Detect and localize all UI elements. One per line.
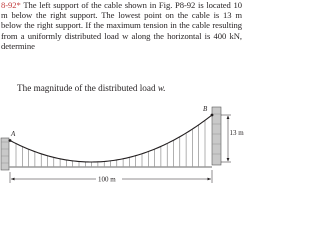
- cable-diagram: [0, 104, 244, 211]
- right-support: [212, 107, 221, 165]
- question-variable: w.: [157, 83, 166, 93]
- question-line: [17, 83, 166, 94]
- dim-horizontal-arrow-right: [208, 178, 212, 181]
- dim-vertical-label: 13 m: [229, 129, 244, 137]
- support-point-a: [9, 139, 12, 142]
- problem-number: 8-92*: [1, 0, 21, 10]
- problem-statement: [1, 0, 242, 51]
- cable-figure: [0, 104, 244, 211]
- dim-horizontal-label: 100 m: [98, 175, 116, 184]
- dim-vertical-arrow-top: [227, 116, 230, 120]
- dim-vertical-arrow-bottom: [227, 158, 230, 162]
- cable-curve: [10, 115, 212, 162]
- left-support: [1, 138, 9, 170]
- support-point-b: [211, 114, 214, 117]
- label-b: B: [203, 105, 208, 113]
- question-prefix: The magnitude of the distributed load: [17, 83, 158, 93]
- label-a: A: [11, 130, 16, 138]
- hangers: [16, 120, 205, 167]
- dim-horizontal-arrow-left: [11, 178, 15, 181]
- problem-text: The left support of the cable shown in Fig. P8-92 is located 10 m below the right support. The lowest point on the cable is 13 m below the right support. If the maximum tension in the cable resulting from a uniformly distributed load w along the horizontal is 400 kN, determine: [1, 0, 242, 51]
